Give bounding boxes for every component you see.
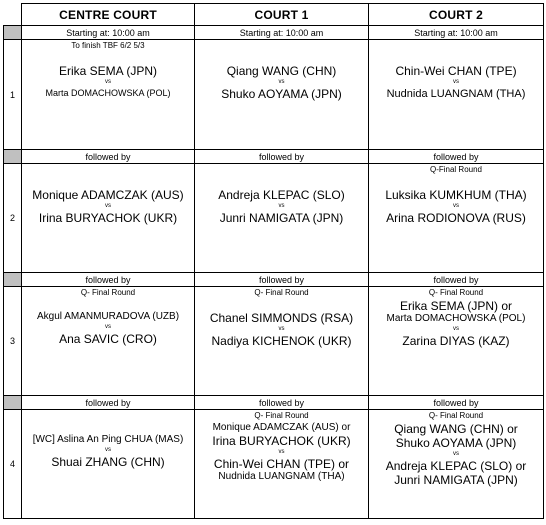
match-note: Q- Final Round bbox=[254, 288, 309, 297]
row-marker bbox=[4, 26, 22, 40]
vs-label: vs bbox=[278, 203, 285, 209]
followed-by-label: followed by bbox=[369, 396, 544, 410]
match-note: Q- Final Round bbox=[428, 288, 484, 297]
match-cell bbox=[195, 40, 369, 150]
match-cell bbox=[22, 287, 195, 396]
player-1: Chin-Wei CHAN (TPE) bbox=[395, 64, 517, 78]
vs-label: vs bbox=[453, 451, 459, 457]
player-1: Chanel SIMMONDS (RSA) bbox=[209, 311, 354, 325]
followed-by-label: followed by bbox=[195, 150, 369, 164]
match-note: Q- Final Round bbox=[80, 288, 136, 297]
followed-by-row bbox=[4, 396, 544, 410]
followed-by-row bbox=[4, 150, 544, 164]
row-marker bbox=[4, 150, 22, 164]
player-2: Arina RODIONOVA (RUS) bbox=[386, 211, 526, 225]
match-row-1 bbox=[4, 40, 544, 150]
match-row-4 bbox=[4, 410, 544, 519]
player-1: Andreja KLEPAC (SLO) bbox=[218, 188, 345, 202]
followed-by-label: followed by bbox=[22, 273, 195, 287]
match-cell bbox=[22, 164, 195, 273]
player-1: Erika SEMA (JPN) bbox=[58, 64, 157, 78]
match-number: 3 bbox=[4, 287, 22, 396]
match-number: 2 bbox=[4, 164, 22, 273]
player-2-option-b: Nudnida LUANGNAM (THA) bbox=[218, 471, 345, 482]
player-2: Nadiya KICHENOK (UKR) bbox=[211, 334, 352, 348]
start-time-row bbox=[4, 26, 544, 40]
vs-label: vs bbox=[278, 79, 285, 85]
player-1-option-a: Erika SEMA (JPN) or bbox=[399, 299, 513, 313]
player-2-option-a: Chin-Wei CHAN (TPE) or bbox=[213, 457, 350, 471]
player-2: Ana SAVIC (CRO) bbox=[59, 332, 157, 346]
player-1-option-a: Monique ADAMCZAK (AUS) or bbox=[212, 422, 351, 433]
vs-label: vs bbox=[105, 447, 111, 453]
match-note: Q- Final Round bbox=[428, 411, 484, 420]
player-1-option-b: Shuko AOYAMA (JPN) bbox=[395, 436, 517, 450]
match-cell bbox=[369, 40, 544, 150]
match-cell bbox=[195, 410, 369, 519]
row-marker bbox=[4, 273, 22, 287]
player-2-option-b: Junri NAMIGATA (JPN) bbox=[394, 473, 518, 487]
match-cell bbox=[195, 164, 369, 273]
followed-by-row bbox=[4, 273, 544, 287]
player-1: [WC] Aslina An Ping CHUA (MAS) bbox=[32, 434, 184, 445]
vs-label: vs bbox=[453, 203, 459, 209]
court-header-court2: COURT 2 bbox=[369, 4, 544, 26]
player-2: Marta DOMACHOWSKA (POL) bbox=[45, 88, 171, 98]
followed-by-label: followed by bbox=[369, 273, 544, 287]
court-header-centre: CENTRE COURT bbox=[22, 4, 195, 26]
court-header-row bbox=[4, 4, 544, 26]
start-time-label: Starting at: 10:00 am bbox=[195, 26, 369, 40]
player-2: Junri NAMIGATA (JPN) bbox=[219, 211, 344, 225]
match-cell bbox=[369, 287, 544, 396]
followed-by-label: followed by bbox=[22, 150, 195, 164]
vs-label: vs bbox=[278, 449, 285, 455]
player-2: Nudnida LUANGNAM (THA) bbox=[386, 88, 526, 100]
player-1-option-a: Qiang WANG (CHN) or bbox=[394, 422, 518, 436]
player-1: Monique ADAMCZAK (AUS) bbox=[32, 188, 184, 202]
match-cell bbox=[369, 164, 544, 273]
start-time-label: Starting at: 10:00 am bbox=[369, 26, 544, 40]
player-2: Zarina DIYAS (KAZ) bbox=[402, 334, 510, 348]
match-number: 1 bbox=[4, 40, 22, 150]
match-cell bbox=[369, 410, 544, 519]
player-2: Shuko AOYAMA (JPN) bbox=[221, 87, 342, 101]
vs-label: vs bbox=[105, 79, 111, 85]
player-2: Irina BURYACHOK (UKR) bbox=[38, 211, 178, 225]
start-time-label: Starting at: 10:00 am bbox=[22, 26, 195, 40]
player-1: Luksika KUMKHUM (THA) bbox=[385, 188, 527, 202]
vs-label: vs bbox=[278, 326, 285, 332]
player-1: Akgul AMANMURADOVA (UZB) bbox=[36, 311, 180, 322]
player-1-option-b: Irina BURYACHOK (UKR) bbox=[212, 434, 351, 448]
vs-label: vs bbox=[105, 324, 111, 330]
player-2: Shuai ZHANG (CHN) bbox=[51, 455, 165, 469]
followed-by-label: followed by bbox=[22, 396, 195, 410]
player-1-option-b: Marta DOMACHOWSKA (POL) bbox=[386, 313, 526, 324]
match-note: Q-Final Round bbox=[429, 165, 483, 174]
followed-by-label: followed by bbox=[195, 273, 369, 287]
player-2-option-a: Andreja KLEPAC (SLO) or bbox=[385, 459, 527, 473]
match-row-3 bbox=[4, 287, 544, 396]
match-number: 4 bbox=[4, 410, 22, 519]
court-header-court1: COURT 1 bbox=[195, 4, 369, 26]
match-row-2 bbox=[4, 164, 544, 273]
match-note: Q- Final Round bbox=[254, 411, 309, 420]
match-note: To finish TBF 6/2 5/3 bbox=[71, 41, 145, 50]
vs-label: vs bbox=[453, 326, 459, 332]
header-corner bbox=[4, 4, 22, 26]
row-marker bbox=[4, 396, 22, 410]
vs-label: vs bbox=[453, 79, 459, 85]
followed-by-label: followed by bbox=[195, 396, 369, 410]
followed-by-label: followed by bbox=[369, 150, 544, 164]
player-1: Qiang WANG (CHN) bbox=[226, 64, 337, 78]
vs-label: vs bbox=[105, 203, 111, 209]
match-cell bbox=[22, 410, 195, 519]
match-cell bbox=[22, 40, 195, 150]
match-cell bbox=[195, 287, 369, 396]
order-of-play-table bbox=[3, 3, 544, 519]
